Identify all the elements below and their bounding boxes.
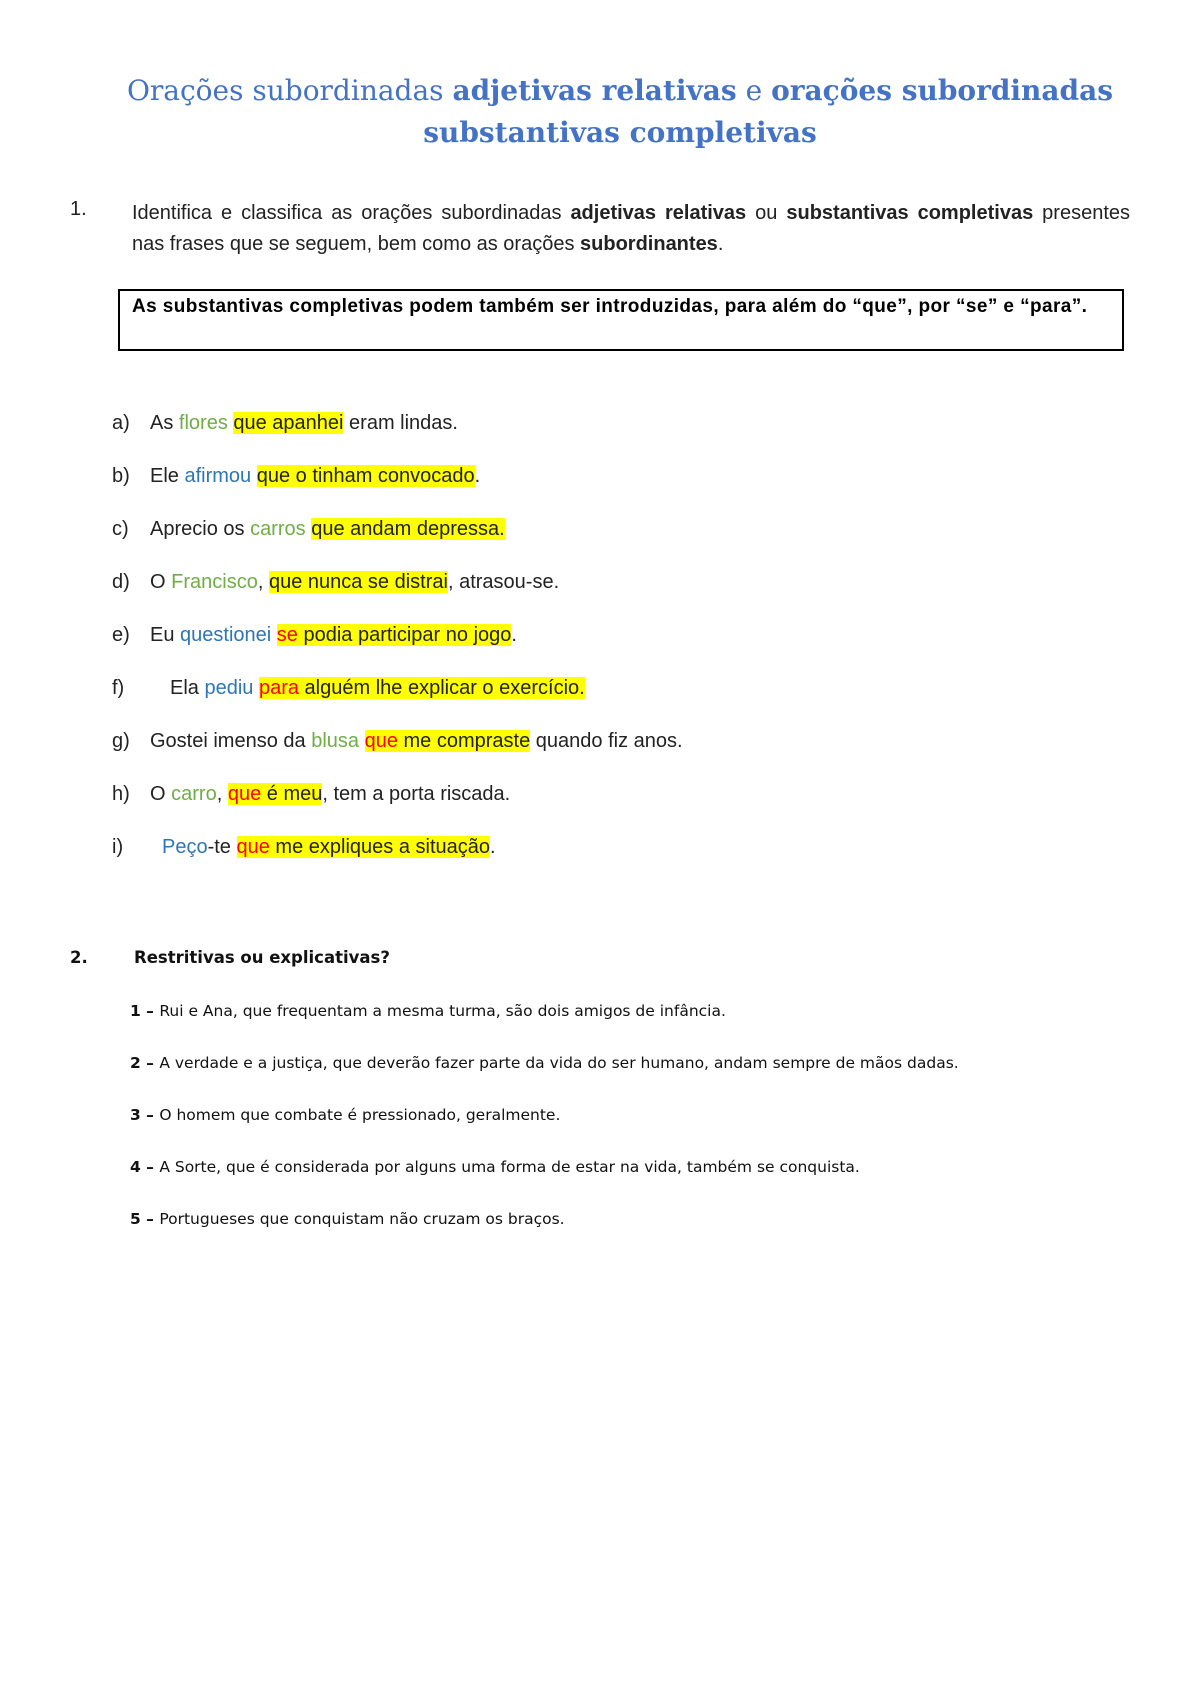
title-part-5: substantivas completivas [423,116,817,149]
item-text: Eu [150,624,181,646]
item-text: Gostei imenso da [150,730,312,752]
item-text: Ela [170,677,205,699]
item-text: , [216,783,228,805]
note-box: As substantivas completivas podem também ser introduzidas, para além do “que”, por “se” e “para”. [118,289,1124,351]
exercise-sentence-2 [130,1054,959,1072]
antecedent: Francisco [171,571,258,593]
item-label: a) [112,412,130,434]
main-verb: questionei [180,624,272,646]
title-part-2: adjetivas relativas [452,74,737,107]
item-label: f) [112,677,125,699]
sentence-item-a [112,412,458,435]
sentence-item-g [112,730,683,753]
instruction-bold: substantivas completivas [786,202,1034,224]
item-text: quando fiz anos. [530,730,683,752]
sentence-item-e [112,624,517,647]
item-text: -te [207,836,237,858]
question-1-number: 1. [70,198,87,220]
subordinate-clause: me expliques a situação [269,836,491,858]
item-text: O [150,571,172,593]
question-1 [70,198,1130,260]
item-text: . [474,465,481,487]
instruction-text: Identifica e classifica as orações subordinadas [132,202,571,224]
item-label: g) [112,730,130,752]
conjunction: que [236,836,270,858]
sentence-text: A Sorte, que é considerada por alguns uma forma de estar na vida, também se conquista. [159,1158,860,1176]
item-text: eram lindas. [343,412,458,434]
sentence-number: 3 – [130,1106,160,1124]
sentence-item-h [112,783,510,806]
subordinate-clause: alguém lhe explicar o exercício. [299,677,585,699]
relative-pronoun: que [227,783,262,805]
item-text: , atrasou-se. [447,571,560,593]
sentence-text: Rui e Ana, que frequentam a mesma turma, são dois amigos de infância. [159,1002,726,1020]
instruction-bold: adjetivas relativas [570,202,747,224]
item-text: , tem a porta riscada. [322,783,511,805]
sentence-number: 1 – [130,1002,160,1020]
subordinate-clause: que andam depressa. [311,518,505,540]
instruction-text: . [717,233,724,255]
sentence-number: 4 – [130,1158,160,1176]
antecedent: carro [171,783,217,805]
conjunction: se [276,624,298,646]
sentence-item-c [112,518,505,541]
item-label: e) [112,624,130,646]
subordinate-clause: que nunca se distrai [268,571,448,593]
item-label: c) [112,518,129,540]
title-part-1: Orações subordinadas [126,74,453,107]
item-label: i) [112,836,124,858]
item-text: . [511,624,517,646]
exercise-sentence-1 [130,1002,726,1020]
item-text: , [257,571,269,593]
subordinate-clause: podia participar no jogo [297,624,512,646]
title-part-3: e [736,74,772,107]
question-2-heading: Restritivas ou explicativas? [134,948,390,967]
sentence-item-d [112,571,559,594]
item-text: As [150,412,179,434]
exercise-sentence-3 [130,1106,560,1124]
sentence-item-b [112,465,480,488]
main-verb: Peço [162,836,208,858]
sentence-item-i [112,836,496,859]
item-text: . [490,836,496,858]
relative-pronoun: que [364,730,398,752]
subordinate-clause: é meu [261,783,323,805]
item-text: Aprecio os [150,518,251,540]
antecedent: blusa [311,730,360,752]
question-1-instruction [132,198,1130,260]
sentence-number: 5 – [130,1210,160,1228]
question-2-number: 2. [70,948,88,967]
antecedent: flores [178,412,228,434]
instruction-text: presentes nas frases que se seguem, bem como as orações [132,202,1130,255]
item-label: d) [112,571,130,593]
item-text [251,465,257,487]
subordinate-clause: me compraste [397,730,531,752]
item-label: b) [112,465,130,487]
item-text [271,624,277,646]
title-part-4: orações subordinadas [771,74,1114,107]
sentence-item-f [112,677,585,700]
item-label: h) [112,783,130,805]
main-verb: pediu [204,677,254,699]
instruction-text: ou [746,202,787,224]
sentence-text: A verdade e a justiça, que deverão fazer parte da vida do ser humano, andam sempre de mãos dadas. [159,1054,959,1072]
item-text: Ele [150,465,185,487]
main-verb: afirmou [184,465,252,487]
subordinate-clause: que apanhei [233,412,344,434]
subordinate-clause: que o tinham convocado [256,465,475,487]
sentence-text: Portugueses que conquistam não cruzam os braços. [159,1210,565,1228]
exercise-sentence-5 [130,1210,565,1228]
sentence-number: 2 – [130,1054,160,1072]
antecedent: carros [250,518,306,540]
exercise-sentence-4 [130,1158,860,1176]
sentence-text: O homem que combate é pressionado, geralmente. [159,1106,561,1124]
instruction-bold: subordinantes [580,233,718,255]
page-title [120,70,1120,154]
item-text: O [150,783,172,805]
item-text [359,730,365,752]
conjunction: para [258,677,299,699]
